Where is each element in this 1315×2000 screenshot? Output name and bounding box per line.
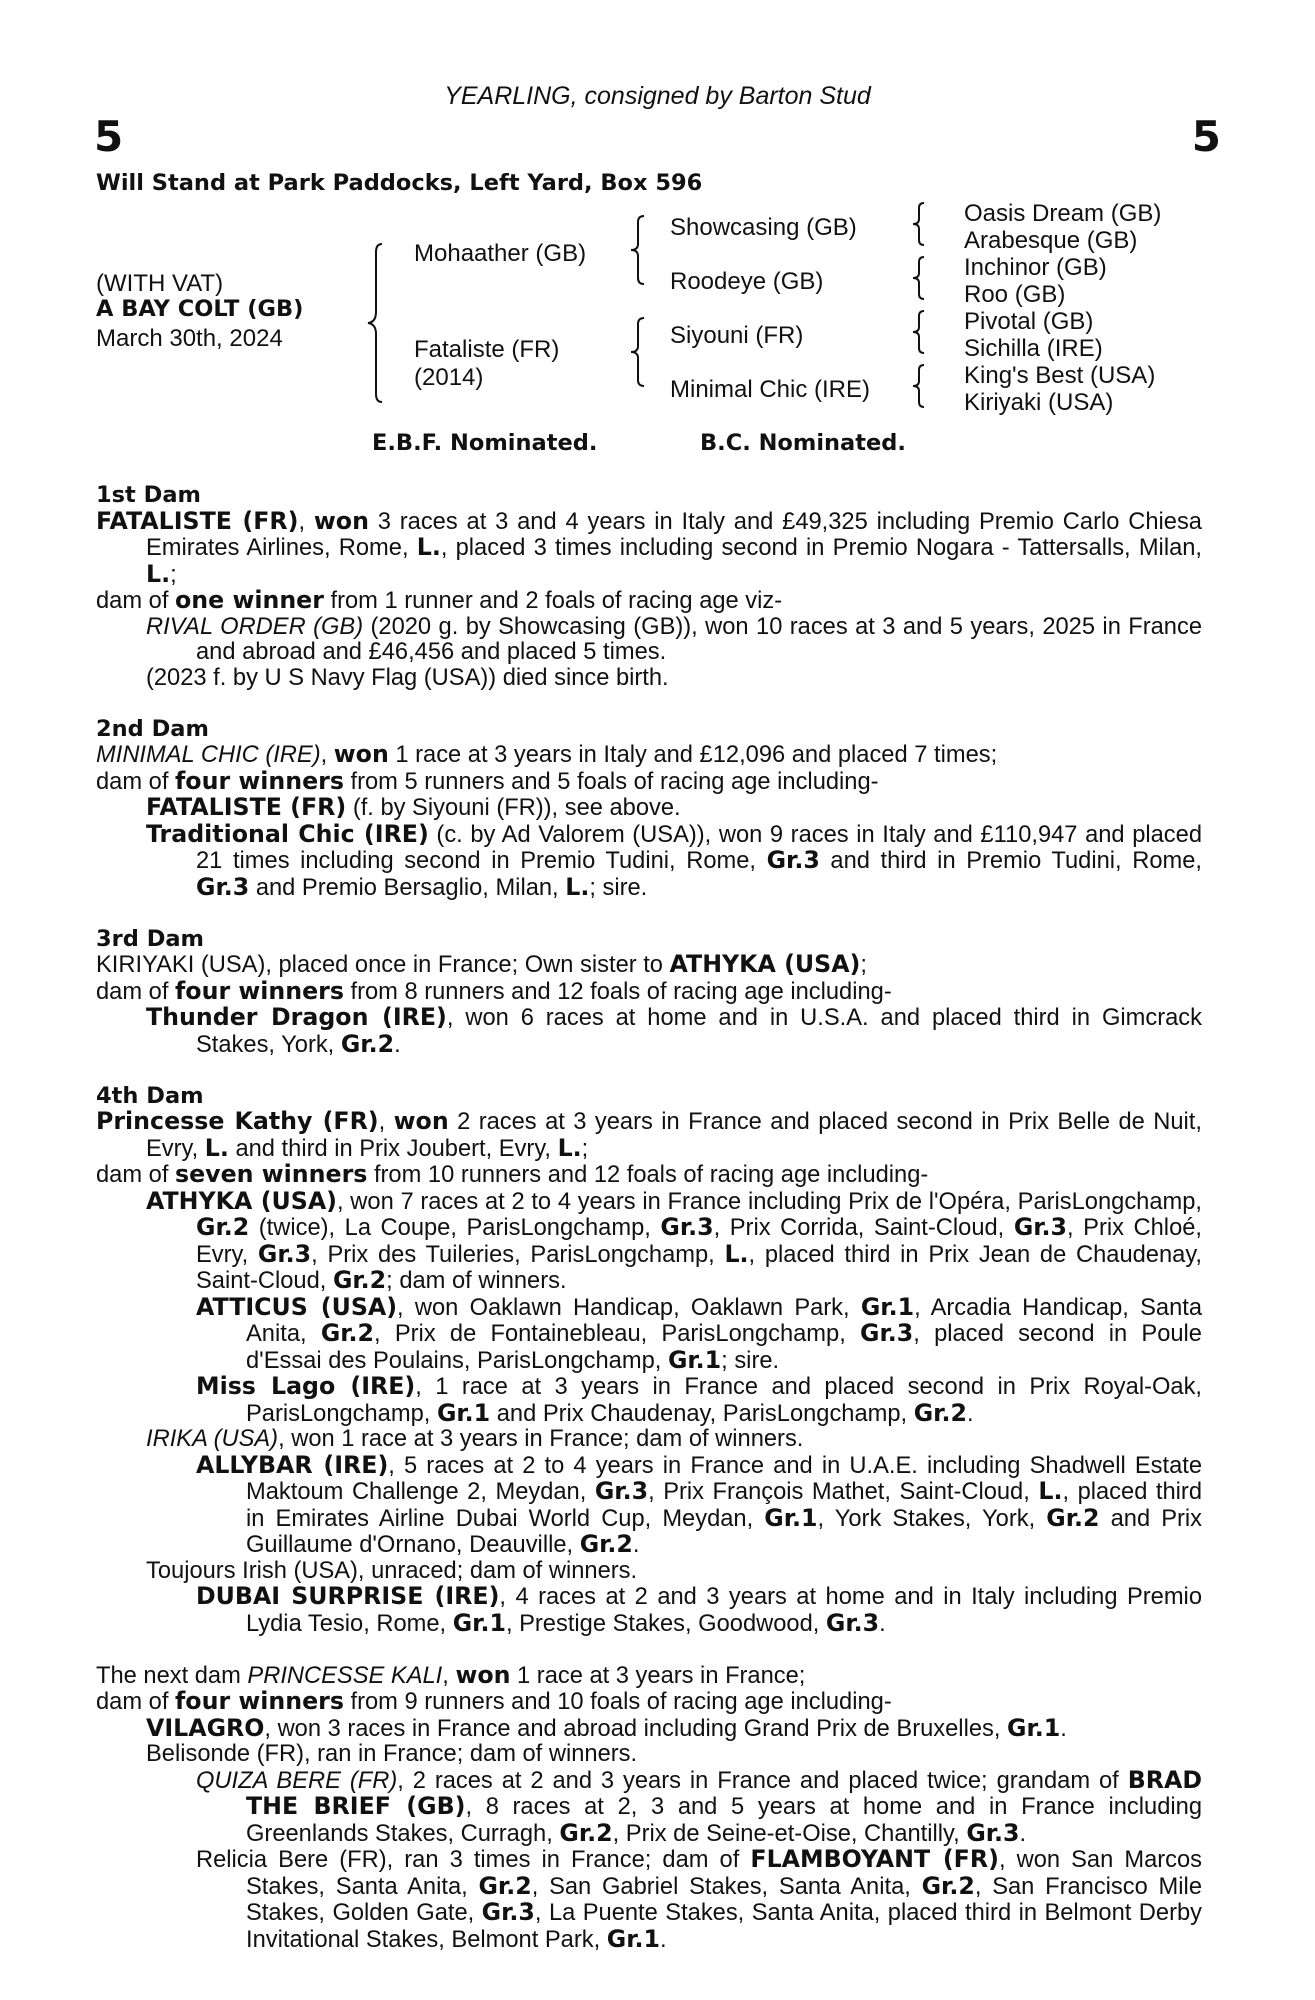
pedigree-brace-main xyxy=(360,238,390,408)
pedigree-ddd: Kiriyaki (USA) xyxy=(964,389,1114,416)
produce-miss-lago: Miss Lago (IRE), 1 race at 3 years in France and placed second in Prix Royal-Oak, ParisLongchamp, Gr.1 and Prix Chaudenay, ParisLongchamp, Gr.2. xyxy=(196,1372,1203,1427)
pedigree-sire-sire: Showcasing (GB) xyxy=(670,214,857,241)
stand-location: Will Stand at Park Paddocks, Left Yard, Box 596 xyxy=(96,170,703,196)
pedigree-brace-dam xyxy=(624,314,652,390)
second-dam-produce-summary: dam of four winners from 5 runners and 5 foals of racing age including- xyxy=(96,766,879,795)
next-dam-produce-summary: dam of four winners from 9 runners and 10 foals of racing age including- xyxy=(96,1687,892,1715)
pedigree-dam: Fataliste (FR) xyxy=(414,336,560,363)
pedigree-ssd: Arabesque (GB) xyxy=(964,227,1138,254)
produce-quiza-bere: QUIZA BERE (FR), 2 races at 2 and 3 years in France and placed twice; grandam of BRAD THE BRIEF (GB), 8 races at 2, 3 and 5 years at home and in France including Greenlands Stakes, Curragh, Gr.2, Prix de Seine-et-Oise, Chantilly, Gr.3. xyxy=(196,1765,1202,1847)
produce-irika: IRIKA (USA), won 1 race at 3 years in France; dam of winners. xyxy=(146,1426,804,1452)
pedigree-dam-year: (2014) xyxy=(414,364,484,391)
pedigree-dds: King's Best (USA) xyxy=(964,362,1156,389)
third-dam-produce-summary: dam of four winners from 8 runners and 12 foals of racing age including- xyxy=(96,976,892,1005)
first-dam-heading: 1st Dam xyxy=(96,482,201,508)
second-dam-record: MINIMAL CHIC (IRE), won 1 race at 3 years in Italy and £12,096 and placed 7 times; xyxy=(96,740,998,768)
lot-number-right: 5 xyxy=(1191,112,1221,161)
next-dam-record: The next dam PRINCESSE KALI, won 1 race at 3 years in France; xyxy=(96,1660,806,1689)
pedigree-dss: Pivotal (GB) xyxy=(964,308,1094,335)
consignment-line: YEARLING, consigned by Barton Stud xyxy=(444,82,871,110)
third-dam-heading: 3rd Dam xyxy=(96,925,204,952)
produce-thunder-dragon: Thunder Dragon (IRE), won 6 races at home and in U.S.A. and placed third in Gimcrack Stakes, York, Gr.2. xyxy=(146,1003,1202,1058)
pedigree-sds: Inchinor (GB) xyxy=(964,254,1107,281)
produce-athyka: ATHYKA (USA), won 7 races at 2 to 4 years in France including Prix de l'Opéra, ParisLongchamp, Gr.2 (twice), La Coupe, ParisLongchamp, Gr.3, Prix Corrida, Saint-Cloud, Gr.3, Prix Chloé, Evry, Gr.3, Prix des Tuileries, ParisLongchamp, L., placed third in Prix Jean de Chaudenay, Saint-Cloud, Gr.2; dam of winners. xyxy=(146,1186,1202,1294)
pedigree-brace-ss xyxy=(906,200,930,248)
produce-vilagro: VILAGRO, won 3 races in France and abroad including Grand Prix de Bruxelles, Gr.1. xyxy=(146,1713,1067,1742)
third-dam-record: KIRIYAKI (USA), placed once in France; Own sister to ATHYKA (USA); xyxy=(96,950,867,978)
pedigree-sdd: Roo (GB) xyxy=(964,281,1066,308)
bc-nominated: B.C. Nominated. xyxy=(700,430,906,456)
pedigree-brace-ds xyxy=(906,308,930,356)
pedigree-dam-dam: Minimal Chic (IRE) xyxy=(670,376,871,403)
pedigree-dsd: Sichilla (IRE) xyxy=(964,335,1103,362)
produce-fataliste: FATALISTE (FR) (f. by Siyouni (FR)), see above. xyxy=(146,793,681,821)
fourth-dam-record: Princesse Kathy (FR), won 2 races at 3 years in France and placed second in Prix Belle de Nuit, Evry, L. and third in Prix Joubert, Evry, L.; xyxy=(96,1107,1202,1162)
horse-name: A BAY COLT (GB) xyxy=(96,296,304,322)
produce-atticus: ATTICUS (USA), won Oaklawn Handicap, Oaklawn Park, Gr.1, Arcadia Handicap, Santa Anita, Gr.2, Prix de Fontainebleau, ParisLongchamp, Gr.3, placed second in Poule d'Essai des Poulains, ParisLongchamp, Gr.1; sire. xyxy=(196,1292,1202,1374)
foaling-date: March 30th, 2024 xyxy=(96,325,283,352)
produce-rival-order: RIVAL ORDER (GB) (2020 g. by Showcasing (GB)), won 10 races at 3 and 5 years, 2025 in France and abroad and £46,456 and placed 5 times. xyxy=(146,613,1203,665)
pedigree-sss: Oasis Dream (GB) xyxy=(964,200,1162,227)
produce-2023-filly: (2023 f. by U S Navy Flag (USA)) died since birth. xyxy=(146,664,669,691)
produce-belisonde: Belisonde (FR), ran in France; dam of winners. xyxy=(146,1741,638,1767)
fourth-dam-produce-summary: dam of seven winners from 10 runners and 12 foals of racing age including- xyxy=(96,1160,929,1188)
pedigree-brace-sd xyxy=(906,254,930,302)
produce-dubai-surprise: DUBAI SURPRISE (IRE), 4 races at 2 and 3 years at home and in Italy including Premio Lydia Tesio, Rome, Gr.1, Prestige Stakes, Goodwood, Gr.3. xyxy=(196,1582,1202,1637)
pedigree-sire-dam: Roodeye (GB) xyxy=(670,268,824,295)
pedigree-brace-sire xyxy=(624,212,652,288)
pedigree-brace-dd xyxy=(906,362,930,410)
first-dam-record: FATALISTE (FR), won 3 races at 3 and 4 years in Italy and £49,325 including Premio Carlo Chiesa Emirates Airlines, Rome, L., placed 3 times including second in Premio Nogara - Tattersalls, Milan, L.; xyxy=(96,506,1203,588)
pedigree-dam-sire: Siyouni (FR) xyxy=(670,322,804,349)
produce-traditional-chic: Traditional Chic (IRE) (c. by Ad Valorem (USA)), won 9 races in Italy and £110,947 and placed 21 times including second in Premio Tudini, Rome, Gr.3 and third in Premio Tudini, Rome, Gr.3 and Premio Bersaglio, Milan, L.; sire. xyxy=(146,819,1202,901)
fourth-dam-heading: 4th Dam xyxy=(96,1082,204,1109)
produce-relicia-bere: Relicia Bere (FR), ran 3 times in France; dam of FLAMBOYANT (FR), won San Marcos Stakes, Santa Anita, Gr.2, San Gabriel Stakes, Santa Anita, Gr.2, San Francisco Mile Stakes, Golden Gate, Gr.3, La Puente Stakes, Santa Anita, placed third in Belmont Derby Invitational Stakes, Belmont Park, Gr.1. xyxy=(196,1845,1202,1953)
ebf-nominated: E.B.F. Nominated. xyxy=(372,430,598,456)
first-dam-produce-summary: dam of one winner from 1 runner and 2 foals of racing age viz- xyxy=(96,586,783,614)
vat-note: (WITH VAT) xyxy=(96,270,224,297)
lot-number-left: 5 xyxy=(94,112,124,161)
catalogue-body xyxy=(96,483,1202,1953)
second-dam-heading: 2nd Dam xyxy=(96,715,209,742)
produce-toujours-irish: Toujours Irish (USA), unraced; dam of winners. xyxy=(146,1557,638,1584)
pedigree-sire: Mohaather (GB) xyxy=(414,240,587,267)
produce-allybar: ALLYBAR (IRE), 5 races at 2 to 4 years in France and in U.A.E. including Shadwell Estate Maktoum Challenge 2, Meydan, Gr.3, Prix François Mathet, Saint-Cloud, L., placed third in Emirates Airline Dubai World Cup, Meydan, Gr.1, York Stakes, York, Gr.2 and Prix Guillaume d'Ornano, Deauville, Gr.2. xyxy=(196,1450,1203,1558)
